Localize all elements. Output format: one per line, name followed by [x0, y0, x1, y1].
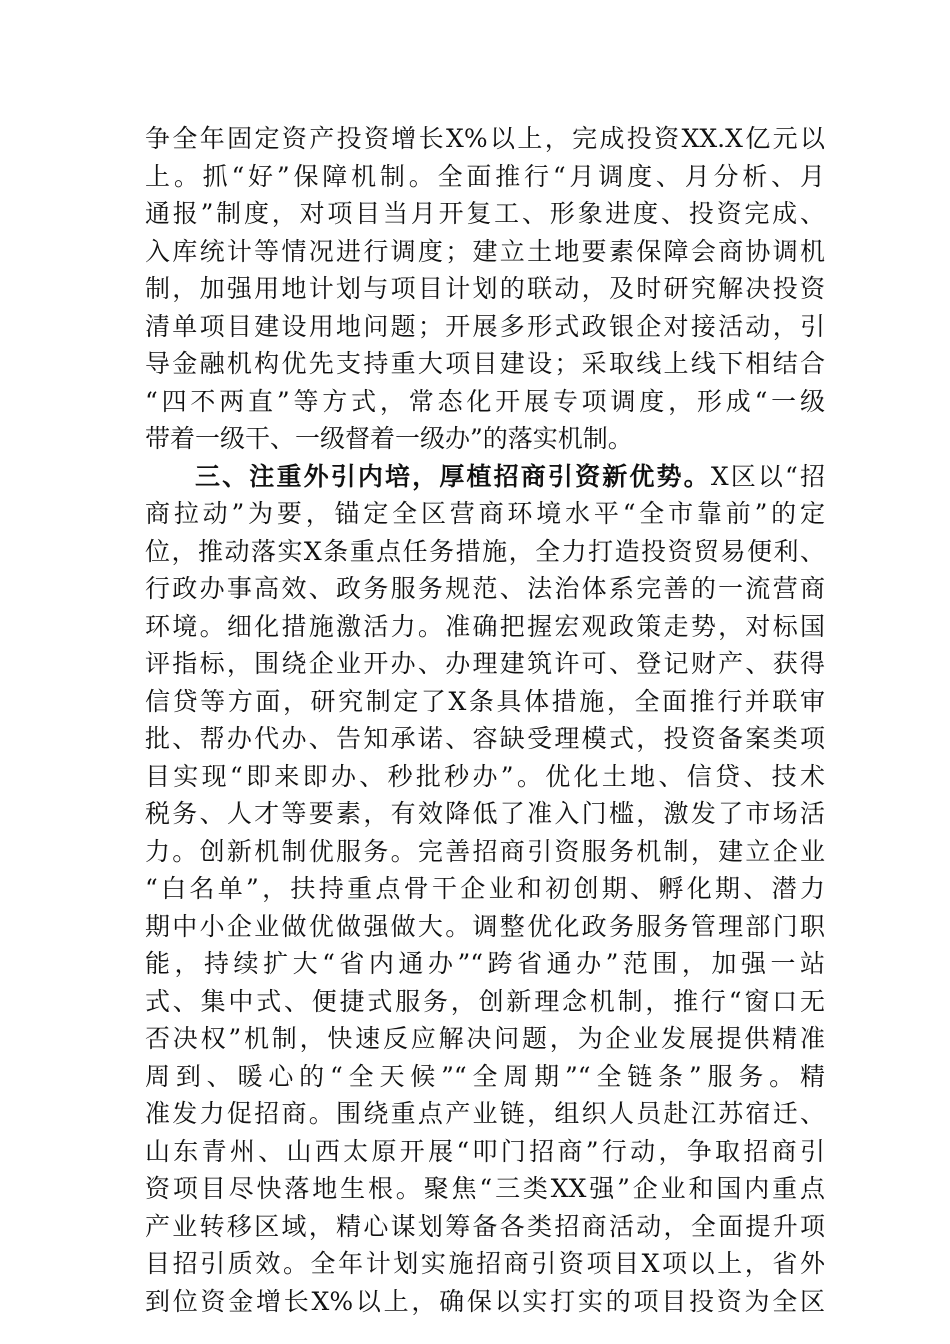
text-line: 产业转移区域，精心谋划筹备各类招商活动，全面提升项	[145, 1211, 825, 1241]
text-line: 通报”制度，对项目当月开复工、形象进度、投资完成、	[145, 199, 825, 228]
text-line: 导金融机构优先支持重大项目建设；采取线上线下相结合	[145, 349, 825, 378]
text-line: 准发力促招商。围绕重点产业链，组织人员赴江苏宿迁、	[145, 1099, 825, 1128]
text-line: 位，推动落实X条重点任务措施，全力打造投资贸易便利、	[145, 536, 825, 566]
text-line: 到位资金增长X%以上，确保以实打实的项目投资为全区	[145, 1286, 825, 1316]
text-line: 制，加强用地计划与项目计划的联动，及时研究解决投资	[145, 274, 825, 303]
text-line: 行政办事高效、政务服务规范、法治体系完善的一流营商	[145, 574, 825, 603]
text-line: “四不两直”等方式，常态化开展专项调度，形成“一级	[145, 386, 825, 416]
text-line: 资项目尽快落地生根。聚焦“三类XX强”企业和国内重点	[145, 1174, 825, 1203]
text-line: 目实现“即来即办、秒批秒办”。优化土地、信贷、技术	[145, 761, 825, 791]
heading-line-rest: X区以“招	[710, 461, 825, 491]
text-line: 期中小企业做优做强做大。调整优化政务服务管理部门职	[145, 911, 825, 941]
text-line: 带着一级干、一级督着一级办”的落实机制。	[145, 424, 633, 453]
text-line: 税务、人才等要素，有效降低了准入门槛，激发了市场活	[145, 799, 825, 828]
text-line: 争全年固定资产投资增长X%以上，完成投资XX.X亿元以	[145, 124, 825, 153]
text-line: 批、帮办代办、告知承诺、容缺受理模式，投资备案类项	[145, 724, 825, 753]
paragraph-1	[145, 120, 825, 458]
text-line: 山东青州、山西太原开展“叩门招商”行动，争取招商引	[145, 1136, 825, 1166]
heading-line	[145, 458, 825, 496]
paragraph-2	[145, 458, 825, 1321]
text-line: 信贷等方面，研究制定了X条具体措施，全面推行并联审	[145, 686, 825, 716]
text-line: 能，持续扩大“省内通办”“跨省通办”范围，加强一站	[145, 949, 825, 978]
text-line: 式、集中式、便捷式服务，创新理念机制，推行“窗口无	[145, 986, 825, 1016]
text-line: 力。创新机制优服务。完善招商引资服务机制，建立企业	[145, 836, 825, 866]
text-line: 评指标，围绕企业开办、办理建筑许可、登记财产、获得	[145, 649, 825, 678]
text-line: “白名单”，扶持重点骨干企业和初创期、孵化期、潜力	[145, 874, 825, 903]
text-line: 周到、暖心的“全天候”“全周期”“全链条”服务。精	[145, 1061, 825, 1091]
body-text	[145, 120, 825, 1320]
text-line: 否决权”机制，快速反应解决问题，为企业发展提供精准	[145, 1024, 825, 1053]
section-heading: 三、注重外引内培，厚植招商引资新优势。	[195, 461, 711, 491]
text-line: 上。抓“好”保障机制。全面推行“月调度、月分析、月	[145, 161, 825, 191]
text-line: 清单项目建设用地问题；开展多形式政银企对接活动，引	[145, 311, 825, 341]
text-line: 环境。细化措施激活力。准确把握宏观政策走势，对标国	[145, 611, 825, 641]
text-line: 目招引质效。全年计划实施招商引资项目X项以上，省外	[145, 1249, 825, 1278]
text-line: 商拉动”为要，锚定全区营商环境水平“全市靠前”的定	[145, 499, 825, 528]
text-line: 入库统计等情况进行调度；建立土地要素保障会商协调机	[145, 236, 825, 266]
